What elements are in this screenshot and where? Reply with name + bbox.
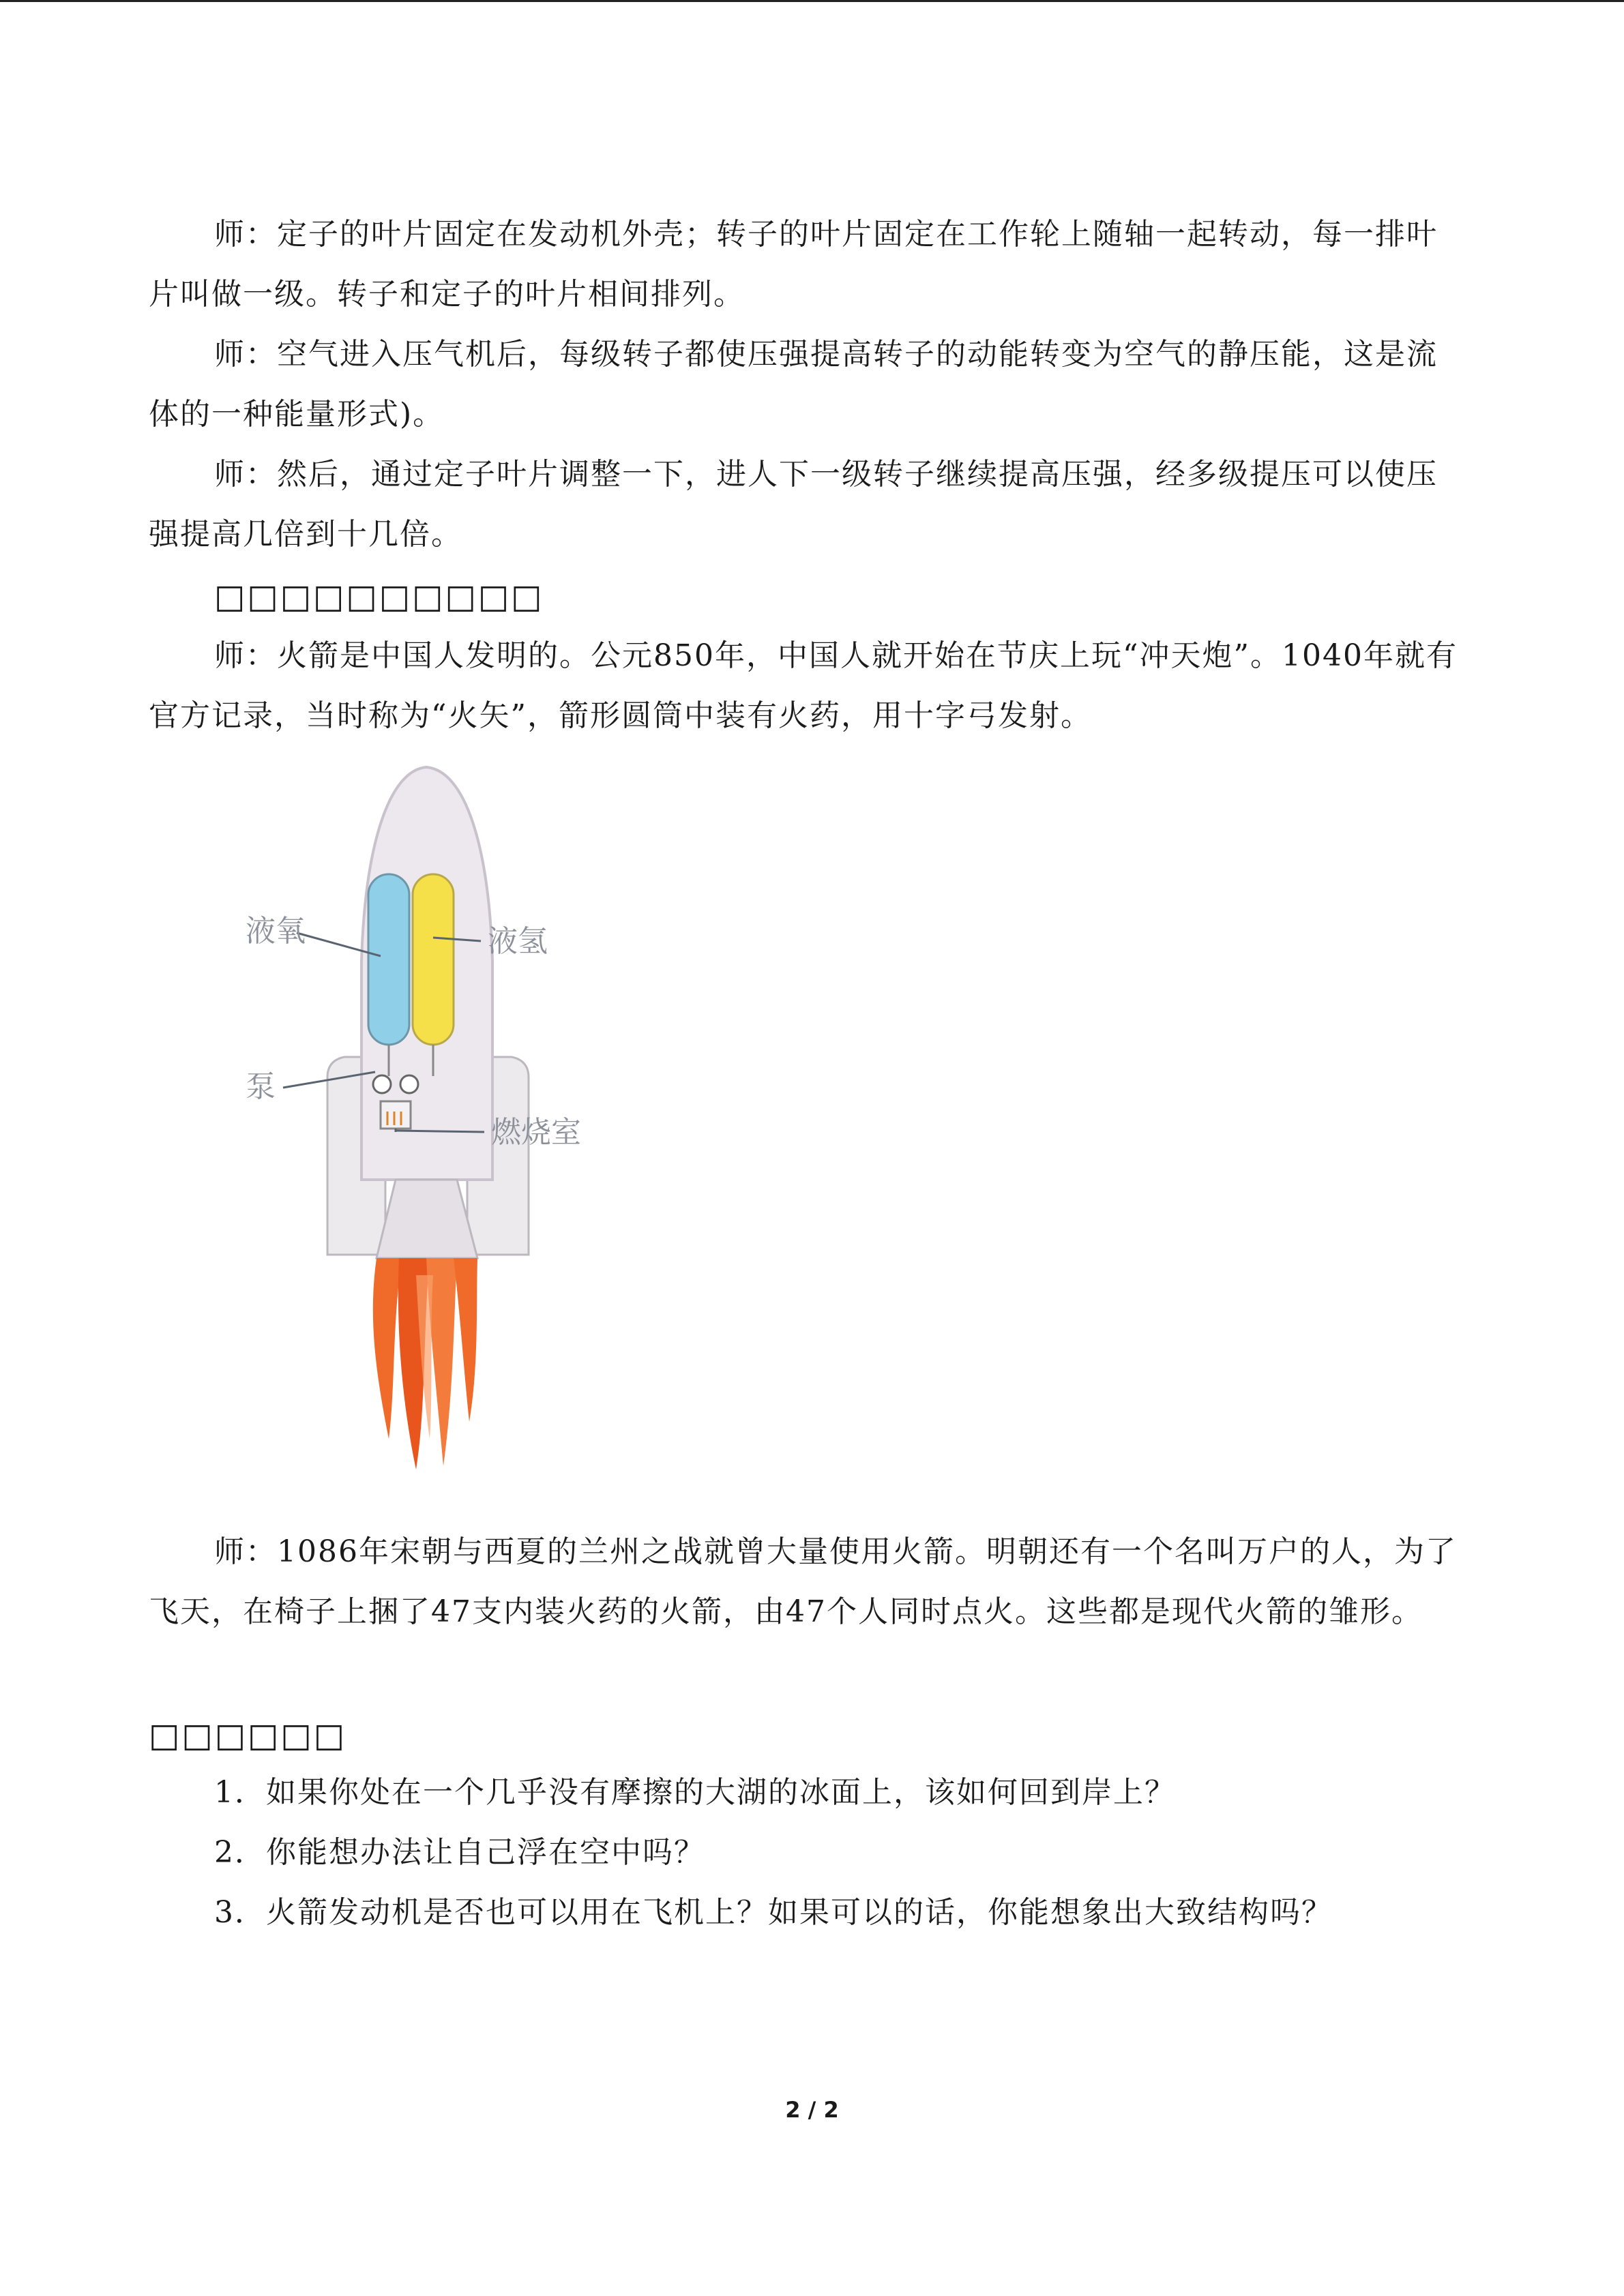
intro-paragraphs (149, 205, 1465, 565)
page-number: 2 / 2 (785, 2097, 839, 2123)
paragraph: 师：火箭是中国人发明的。公元850年，中国人就开始在节庆上玩“冲天炮”。1040年就有官方记录，当时称为“火矢”，箭形圆筒中装有火药，用十字弓发射。 (149, 638, 1458, 733)
label-combustion-chamber: 燃烧室 (491, 1115, 581, 1150)
nozzle (377, 1180, 477, 1258)
question-item: 3．火箭发动机是否也可以用在飞机上？如果可以的话，你能想象出大致结构吗？ (214, 1895, 1333, 1930)
question-item: 2．你能想办法让自己浮在空中吗？ (214, 1835, 705, 1870)
combustion-chamber (381, 1101, 411, 1129)
question-item: 1．如果你处在一个几乎没有摩擦的大湖的冰面上，该如何回到岸上？ (214, 1775, 1176, 1810)
pump-left (373, 1075, 391, 1093)
oxygen-tank (368, 874, 409, 1045)
history-block-2 (149, 1522, 1465, 1642)
hydrogen-tank (413, 874, 454, 1045)
section-heading: □□□□□□ (149, 1716, 347, 1755)
questions-list (149, 1763, 1465, 1943)
rocket-diagram (225, 757, 634, 1490)
rocket-history-block (149, 626, 1465, 746)
top-border (0, 0, 1624, 2)
label-liquid-hydrogen: 液氢 (488, 924, 548, 959)
paragraph: 师：1086年宋朝与西夏的兰州之战就曾大量使用火箭。明朝还有一个名叫万户的人，为了飞天，在椅子上捆了47支内装火药的火箭，由47个人同时点火。这些都是现代火箭的雏形。 (149, 1534, 1457, 1629)
paragraph: 师：然后，通过定子叶片调整一下，进人下一级转子继续提高压强，经多级提压可以使压强提高几倍到十几倍。 (149, 457, 1438, 552)
paragraph: 师：空气进入压气机后，每级转子都使压强提高转子的动能转变为空气的静压能，这是流体的一种能量形式)。 (149, 337, 1438, 432)
flame (373, 1258, 477, 1470)
section-heading: □□□□□□□□□□ (214, 578, 544, 616)
label-liquid-oxygen: 液氧 (246, 914, 306, 949)
label-pump: 泵 (246, 1069, 276, 1104)
pump-right (400, 1075, 418, 1093)
paragraph: 师：定子的叶片固定在发动机外壳；转子的叶片固定在工作轮上随轴一起转动，每一排叶片叫做一级。转子和定子的叶片相间排列。 (149, 217, 1438, 312)
